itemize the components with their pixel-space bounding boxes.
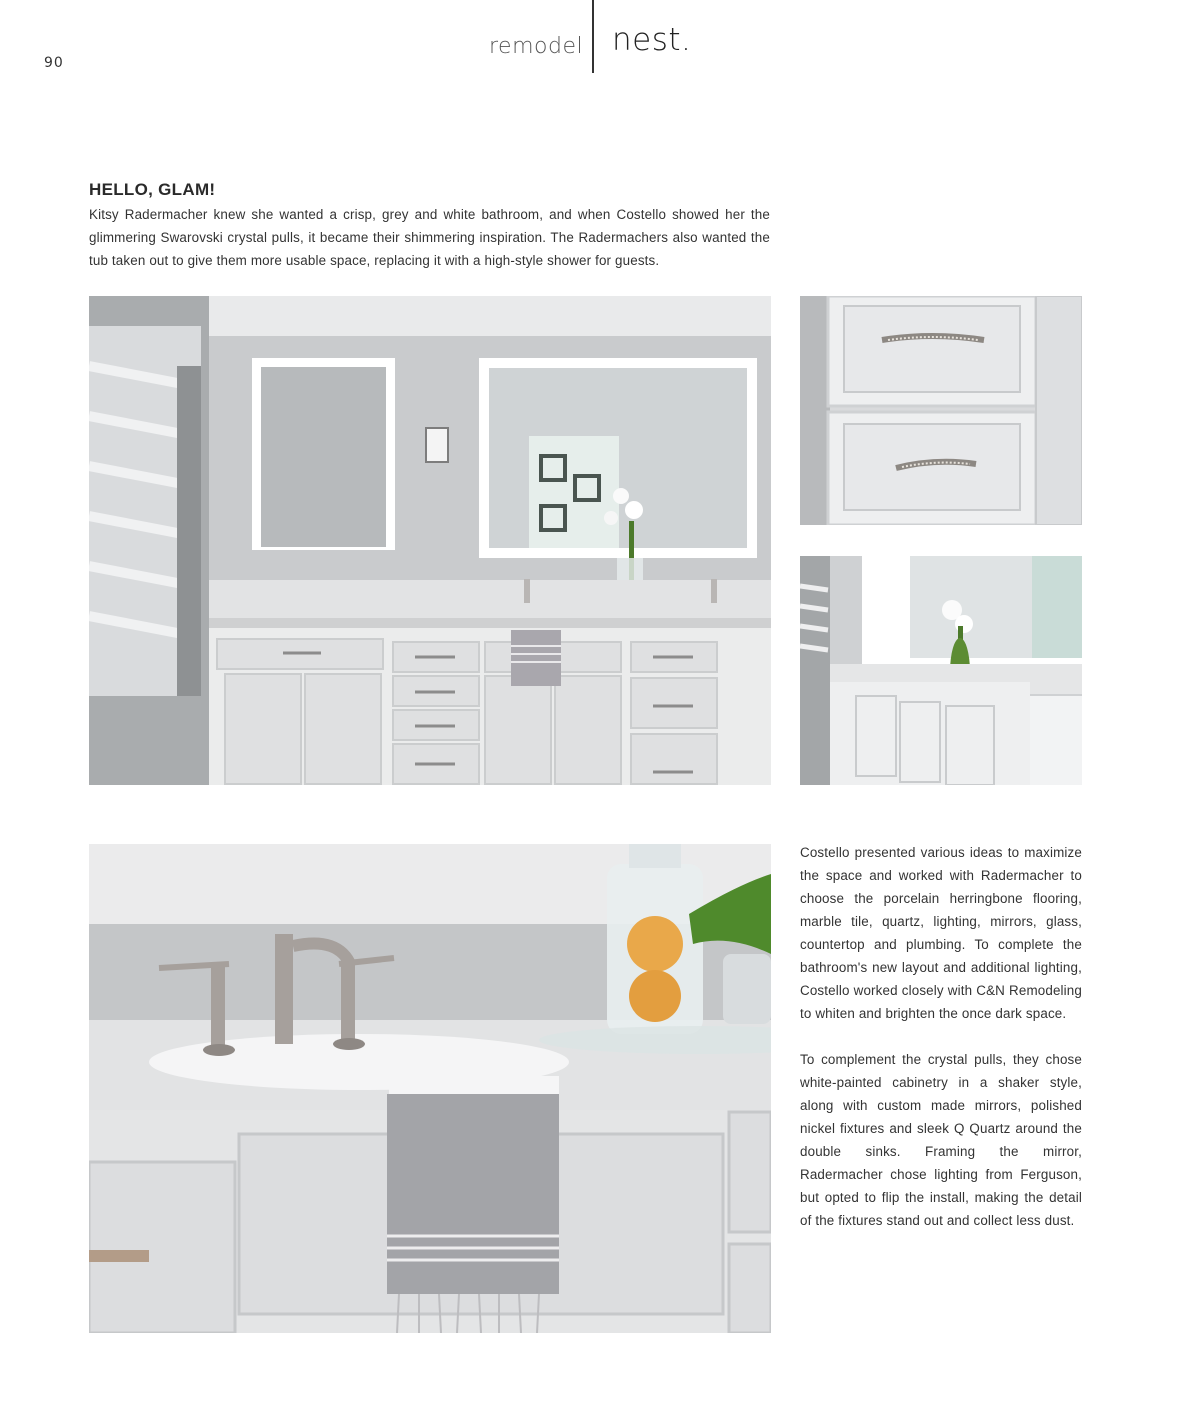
page-number: 90 — [44, 55, 64, 71]
section-label: remodel — [489, 34, 584, 59]
article-paragraph: Costello presented various ideas to maximize the space and worked with Radermacher to choose the porcelain herringbone flooring, marble tile, quartz, lighting, mirrors, glass, countertop and plumbing. To complete the bathroom's new layout and additional lighting, Costello worked closely with C&N Remodeling to whiten and brighten the once dark space. — [800, 845, 1082, 1021]
article-paragraph: To complement the crystal pulls, they chose white-painted cabinetry in a shaker style, along with custom made mirrors, polished nickel fixtures and sleek Q Quartz around the double sinks. Framing the mirror, Radermacher chose lighting from Ferguson, but opted to flip the install, making the detail of the fixtures stand out and collect less dust. — [800, 1052, 1082, 1228]
masthead — [0, 0, 1200, 80]
sink-closeup-photo — [89, 844, 771, 1333]
article-heading: HELLO, GLAM! — [89, 180, 216, 199]
magazine-logo: nest. — [612, 22, 692, 58]
masthead-divider — [592, 0, 594, 73]
article-body — [800, 841, 1082, 1255]
double-vanity-photo — [800, 556, 1082, 785]
crystal-pulls-photo — [800, 296, 1082, 525]
article-intro: Kitsy Radermacher knew she wanted a crisp, grey and white bathroom, and when Costello showed her the glimmering Swarovski crystal pulls, it became their shimmering inspiration. The Radermachers also wanted the tub taken out to give them more usable space, replacing it with a high-style shower for guests. — [89, 207, 770, 268]
vanity-photo — [89, 296, 771, 785]
